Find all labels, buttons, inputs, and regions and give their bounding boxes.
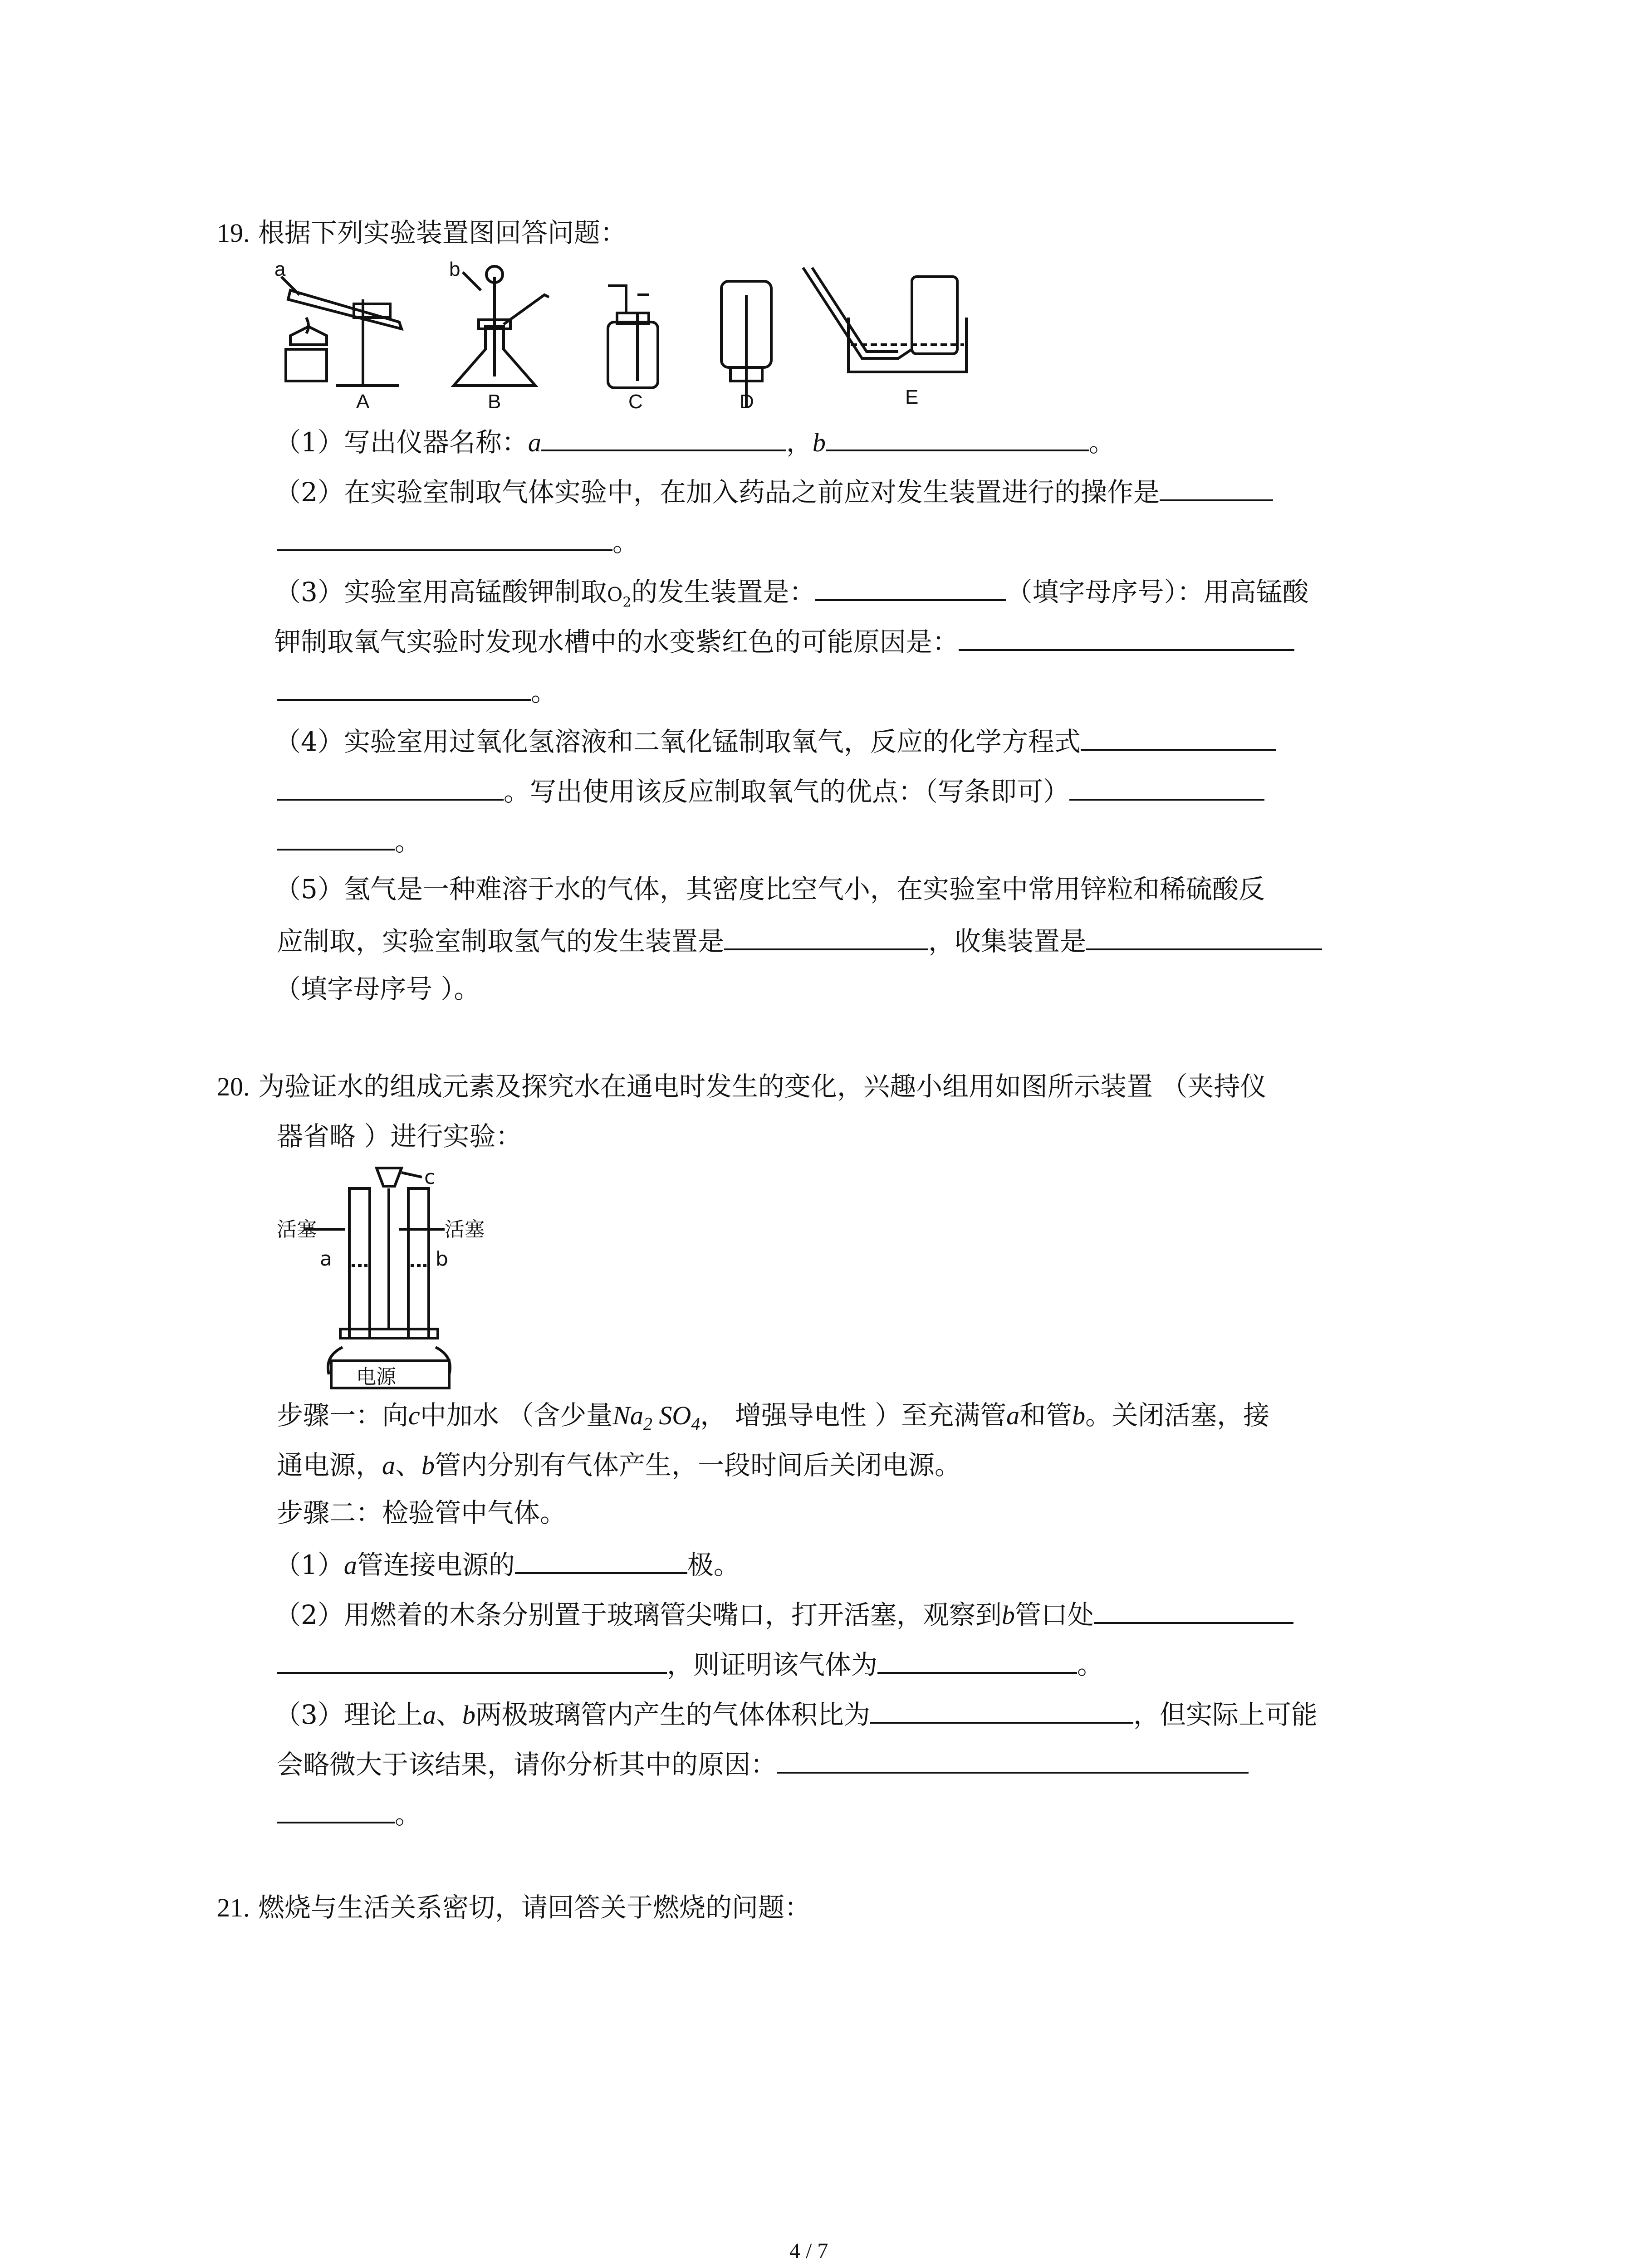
q19-part4-blank-3[interactable] bbox=[1069, 773, 1264, 801]
figure-label-b: b bbox=[449, 259, 460, 280]
figure-label-A: A bbox=[356, 391, 370, 413]
q19-stem: 根据下列实验装置图回答问题： bbox=[258, 217, 627, 248]
apparatus-b-flask bbox=[454, 266, 549, 386]
figure-label-tube-b: b bbox=[436, 1247, 448, 1271]
q19-part3-line2: 钾制取氧气实验时发现水槽中的水变紫红色的可能原因是： bbox=[274, 624, 1294, 658]
q19-part4-blank-2[interactable] bbox=[277, 773, 504, 801]
q19-part2-line2: 。 bbox=[277, 524, 639, 558]
q19-part5-blank-2[interactable] bbox=[1086, 923, 1322, 950]
q20-step1-line1: 步骤一：向c中加水 （含少量$Na_2$ $SO_4$， 增强导电性 ）至充满管a和管b。关闭活塞，接 bbox=[277, 1400, 1270, 1434]
q19-part2-blank-2[interactable] bbox=[277, 524, 612, 551]
q19-part4-blank-4[interactable] bbox=[277, 823, 395, 850]
q20-electrolysis-figure bbox=[277, 1161, 513, 1397]
q19-part4-blank-1[interactable] bbox=[1081, 723, 1276, 751]
figure-label-c: c bbox=[424, 1166, 436, 1189]
q20-part2-blank-3[interactable] bbox=[877, 1647, 1077, 1674]
q20-stem-line1: 20. 为验证水的组成元素及探究水在通电时发生的变化，兴趣小组用如图所示装置 （夹持仪 bbox=[217, 1071, 1267, 1102]
q19-apparatus-figure bbox=[272, 259, 980, 413]
q20-step1-line2: 通电源，a、b管内分别有气体产生，一段时间后关闭电源。 bbox=[277, 1450, 961, 1481]
apparatus-c-bottle bbox=[608, 286, 658, 388]
figure-label-valve-right: 活塞 bbox=[445, 1218, 485, 1241]
q21-number: 21. bbox=[217, 1893, 250, 1922]
q19-part2-line1: （2）在实验室制取气体实验中，在加入药品之前应对发生装置进行的操作是 bbox=[274, 474, 1273, 508]
q20-step2: 步骤二：检验管中气体。 bbox=[277, 1497, 567, 1528]
q20-number: 20. bbox=[217, 1072, 250, 1101]
q19-stem-line bbox=[217, 217, 627, 249]
figure-label-a: a bbox=[274, 259, 286, 280]
q20-part3-line2: 会略微大于该结果，请你分析其中的原因： bbox=[277, 1746, 1249, 1780]
q21-stem: 燃烧与生活关系密切，请回答关于燃烧的问题： bbox=[258, 1892, 811, 1923]
q19-part4-line2: 。写出使用该反应制取氧气的优点：（写条即可） bbox=[277, 773, 1264, 807]
q20-part3-blank-1[interactable] bbox=[870, 1696, 1133, 1724]
q20-part2-line1: （2）用燃着的木条分别置于玻璃管尖嘴口，打开活塞，观察到b管口处 bbox=[274, 1597, 1293, 1631]
q20-part1-blank[interactable] bbox=[515, 1547, 687, 1574]
q19-part5-line1: （5）氢气是一种难溶于水的气体，其密度比空气小，在实验室中常用锌粒和稀硫酸反 bbox=[274, 874, 1265, 904]
q19-answer-b-blank[interactable] bbox=[826, 424, 1089, 451]
q20-part2-blank-2[interactable] bbox=[277, 1647, 667, 1674]
q19-part3-blank-2[interactable] bbox=[959, 624, 1294, 651]
q20-part3-blank-2[interactable] bbox=[777, 1746, 1249, 1774]
q19-part5-line2: 应制取，实验室制取氢气的发生装置是 ，收集装置是 bbox=[277, 923, 1322, 957]
q19-part5-line3: （填字母序号 ）。 bbox=[274, 973, 480, 1004]
q19-part5-blank-1[interactable] bbox=[724, 923, 928, 950]
q21-stem-line bbox=[217, 1892, 811, 1924]
q20-part2-blank-1[interactable] bbox=[1094, 1597, 1293, 1624]
q20-stem-line2: 器省略 ）进行实验： bbox=[277, 1121, 522, 1152]
figure-label-C: C bbox=[628, 391, 643, 413]
q19-part4-line3: 。 bbox=[277, 823, 421, 857]
apparatus-e-trough bbox=[803, 268, 966, 372]
apparatus-d-bottle bbox=[721, 281, 771, 408]
figure-label-tube-a: a bbox=[320, 1247, 332, 1271]
q19-part2-blank-1[interactable] bbox=[1160, 474, 1273, 501]
q19-number: 19. bbox=[217, 218, 250, 248]
q19-part1: （1）写出仪器名称：a ，b 。 bbox=[274, 424, 1115, 459]
figure-label-D: D bbox=[740, 391, 754, 413]
q20-part1: （1）a管连接电源的 极。 bbox=[274, 1547, 740, 1581]
q20-part3-blank-3[interactable] bbox=[277, 1796, 395, 1823]
figure-label-power: 电源 bbox=[356, 1365, 396, 1388]
q19-part3-line1: （3）实验室用高锰酸钾制取$O_2$的发生装置是： （填字母序号）：用高锰酸 bbox=[274, 574, 1308, 619]
figure-label-E: E bbox=[905, 386, 919, 408]
figure-label-B: B bbox=[488, 391, 501, 413]
q20-part3-line3: 。 bbox=[277, 1796, 421, 1830]
q19-part4-line1: （4）实验室用过氧化氢溶液和二氧化锰制取氧气，反应的化学方程式 bbox=[274, 723, 1276, 758]
q20-part3-line1: （3）理论上a、b两极玻璃管内产生的气体体积比为 ，但实际上可能 bbox=[274, 1696, 1318, 1731]
q19-part3-blank-1[interactable] bbox=[815, 574, 1006, 601]
apparatus-a-stand bbox=[281, 277, 402, 386]
q19-answer-a-blank[interactable] bbox=[541, 424, 786, 451]
q19-part3-line3: 。 bbox=[277, 674, 557, 708]
page-number: 4 / 7 bbox=[789, 2239, 828, 2263]
q20-part2-line2: ，则证明该气体为 。 bbox=[277, 1647, 1103, 1681]
q19-part3-blank-3[interactable] bbox=[277, 674, 531, 701]
figure-label-valve-left: 活塞 bbox=[277, 1218, 317, 1241]
